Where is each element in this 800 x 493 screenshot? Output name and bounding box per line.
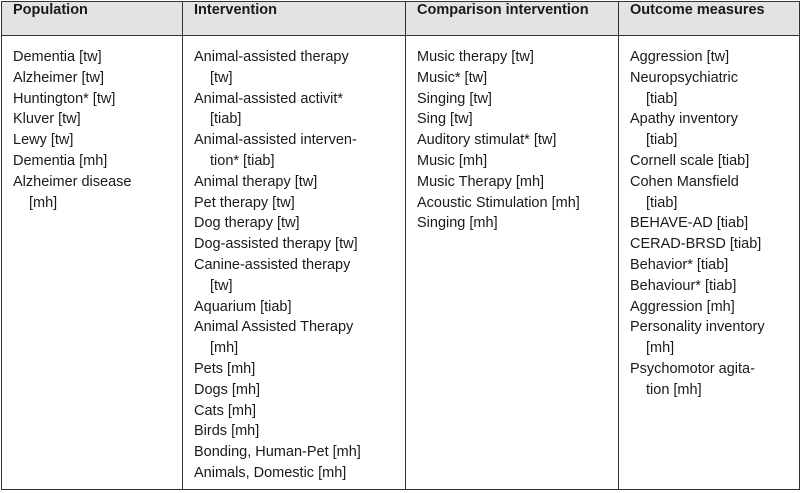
- outcome-term-list: [630, 47, 788, 401]
- intervention-search-term: Cats [mh]: [194, 402, 257, 419]
- comparison-cell: [406, 36, 619, 490]
- comparison-search-term: Singing [mh]: [417, 215, 498, 232]
- intervention-search-term: Dogs [mh]: [194, 381, 261, 398]
- intervention-search-term: [tw]: [210, 277, 233, 294]
- population-search-term: Huntington* [tw]: [13, 90, 116, 107]
- comparison-search-term: Music Therapy [mh]: [417, 173, 545, 190]
- intervention-search-term: Canine-assisted therapy: [194, 256, 351, 273]
- outcome-search-term: [tiab]: [646, 90, 678, 107]
- outcome-search-term: Behavior* [tiab]: [630, 256, 729, 273]
- intervention-search-term: [tw]: [210, 69, 233, 86]
- population-search-term: Kluver [tw]: [13, 111, 81, 128]
- comparison-search-term: Acoustic Stimulation [mh]: [417, 194, 580, 211]
- population-term-list: [13, 47, 171, 213]
- intervention-search-term: [mh]: [210, 340, 239, 357]
- outcome-search-term: Psychomotor agita-: [630, 360, 755, 377]
- intervention-search-term: Bonding, Human-Pet [mh]: [194, 444, 361, 461]
- outcome-search-term: Personality inventory: [630, 319, 765, 336]
- intervention-search-term: Dog therapy [tw]: [194, 215, 300, 232]
- population-search-term: Alzheimer [tw]: [13, 69, 105, 86]
- intervention-search-term: [tiab]: [210, 111, 242, 128]
- population-search-term: Dementia [tw]: [13, 49, 102, 65]
- comparison-search-term: Music therapy [tw]: [417, 49, 534, 65]
- header-comparison-intervention: Comparison intervention: [406, 2, 619, 36]
- population-search-term: Alzheimer disease: [13, 173, 132, 190]
- outcome-search-term: CERAD-BRSD [tiab]: [630, 236, 762, 253]
- population-search-term: [mh]: [29, 194, 58, 211]
- intervention-search-term: Aquarium [tiab]: [194, 298, 292, 315]
- intervention-search-term: Animal-assisted activit*: [194, 90, 344, 107]
- population-cell: [2, 36, 183, 490]
- outcome-search-term: Neuropsychiatric: [630, 69, 738, 86]
- comparison-term-list: [417, 47, 607, 234]
- header-intervention: Intervention: [183, 2, 406, 36]
- comparison-search-term: Music* [tw]: [417, 69, 488, 86]
- intervention-search-term: Pets [mh]: [194, 360, 256, 377]
- header-outcome-measures: Outcome measures: [619, 2, 800, 36]
- outcome-search-term: Behaviour* [tiab]: [630, 277, 737, 294]
- intervention-search-term: Animal-assisted interven-: [194, 132, 357, 149]
- intervention-search-term: Animal-assisted therapy: [194, 49, 349, 65]
- outcome-search-term: Cohen Mansfield: [630, 173, 739, 190]
- search-terms-table: [1, 1, 800, 490]
- outcome-search-term: [tiab]: [646, 194, 678, 211]
- population-search-term: Dementia [mh]: [13, 152, 108, 169]
- outcome-search-term: Aggression [tw]: [630, 49, 730, 65]
- outcome-search-term: [tiab]: [646, 132, 678, 149]
- intervention-term-list: [194, 47, 394, 484]
- outcome-search-term: tion [mh]: [646, 381, 702, 398]
- intervention-search-term: Animal Assisted Therapy: [194, 319, 354, 336]
- comparison-search-term: Auditory stimulat* [tw]: [417, 132, 557, 149]
- outcome-search-term: Aggression [mh]: [630, 298, 735, 315]
- header-row: [2, 2, 800, 36]
- intervention-search-term: Pet therapy [tw]: [194, 194, 295, 211]
- outcome-search-term: Cornell scale [tiab]: [630, 152, 750, 169]
- comparison-search-term: Music [mh]: [417, 152, 488, 169]
- comparison-search-term: Sing [tw]: [417, 111, 473, 128]
- outcome-search-term: BEHAVE-AD [tiab]: [630, 215, 749, 232]
- outcome-search-term: [mh]: [646, 340, 675, 357]
- intervention-search-term: Dog-assisted therapy [tw]: [194, 236, 358, 253]
- header-population: Population: [2, 2, 183, 36]
- outcome-cell: [619, 36, 800, 490]
- population-search-term: Lewy [tw]: [13, 132, 74, 149]
- intervention-search-term: Animals, Domestic [mh]: [194, 464, 347, 481]
- intervention-search-term: tion* [tiab]: [210, 152, 275, 169]
- outcome-search-term: Apathy inventory: [630, 111, 739, 128]
- intervention-cell: [183, 36, 406, 490]
- comparison-search-term: Singing [tw]: [417, 90, 492, 107]
- intervention-search-term: Birds [mh]: [194, 423, 260, 440]
- intervention-search-term: Animal therapy [tw]: [194, 173, 318, 190]
- terms-row: [2, 36, 800, 490]
